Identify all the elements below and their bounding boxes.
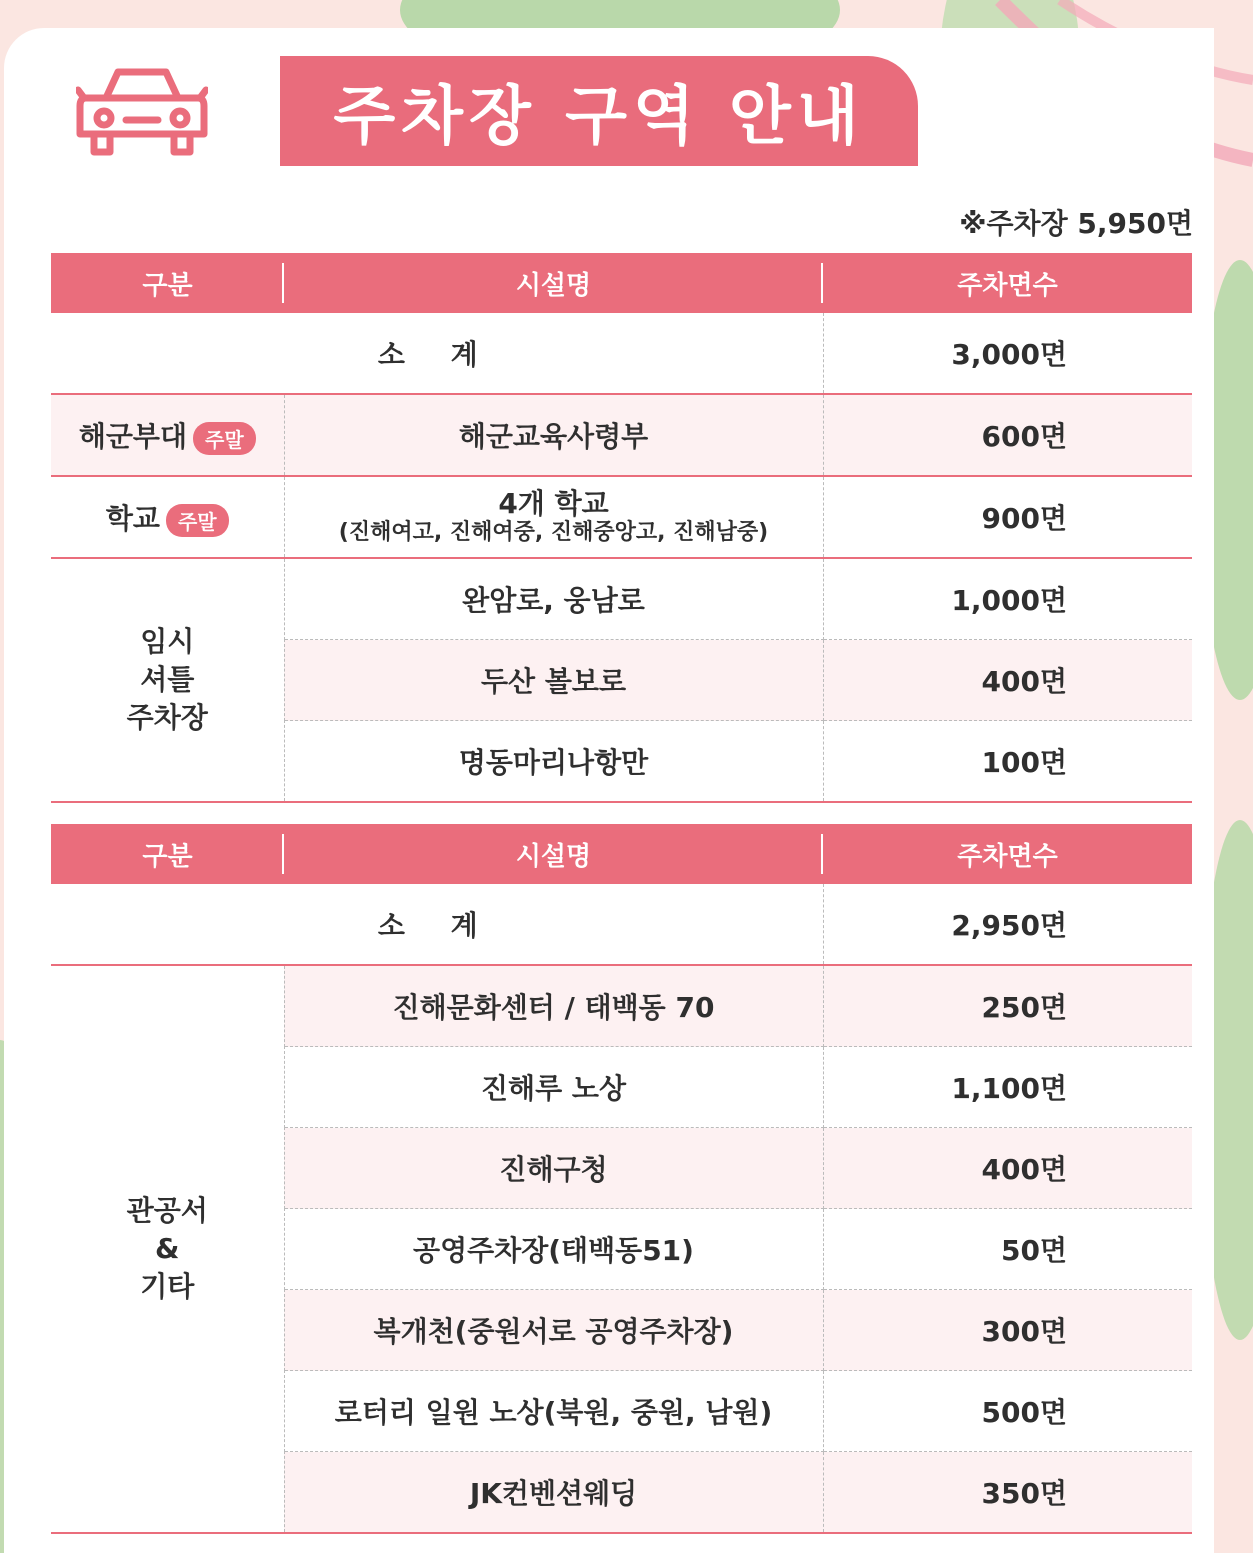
subtotal-label: 소 계	[51, 884, 823, 965]
parking-count: 350면	[823, 1452, 1192, 1534]
header-count: 주차면수	[823, 253, 1192, 313]
category-line: 셔틀	[140, 663, 195, 696]
subtotal-label: 소 계	[51, 313, 823, 394]
subtotal-count: 3,000면	[823, 313, 1192, 394]
total-parking-note: ※주차장 5,950면	[959, 207, 1193, 240]
parking-count: 1,000면	[823, 558, 1192, 640]
facility-cell	[284, 476, 823, 558]
category-line: 주차장	[126, 701, 208, 734]
parking-count: 1,100면	[823, 1047, 1192, 1128]
facility-name: 진해루 노상	[284, 1047, 823, 1128]
subtotal-count: 2,950면	[823, 884, 1192, 965]
facility-name: 공영주차장(태백동51)	[284, 1209, 823, 1290]
parking-count: 300면	[823, 1290, 1192, 1371]
category-line: 기타	[140, 1270, 195, 1303]
parking-count: 400면	[823, 1128, 1192, 1209]
facility-name: 복개천(중원서로 공영주차장)	[284, 1290, 823, 1371]
car-icon	[76, 62, 208, 162]
header-facility: 시설명	[284, 824, 823, 884]
facility-name: 두산 볼보로	[284, 640, 823, 721]
facility-name: JK컨벤션웨딩	[284, 1452, 823, 1534]
facility-name: 4개 학교	[498, 487, 609, 520]
table-row	[51, 394, 1192, 476]
parking-table-1	[51, 253, 1192, 803]
parking-table-2	[51, 824, 1192, 1534]
table-header	[51, 824, 1192, 884]
title-banner	[280, 56, 918, 166]
facility-name: 진해구청	[284, 1128, 823, 1209]
category-cell	[51, 394, 284, 476]
category-line: &	[155, 1232, 180, 1265]
weekend-badge: 주말	[193, 422, 256, 455]
subtotal-row	[51, 884, 1192, 965]
category-label: 해군부대	[78, 420, 188, 453]
category-line: 관공서	[126, 1194, 208, 1227]
parking-count: 900면	[823, 476, 1192, 558]
parking-count: 50면	[823, 1209, 1192, 1290]
facility-name: 로터리 일원 노상(북원, 중원, 남원)	[284, 1371, 823, 1452]
table-row	[51, 476, 1192, 558]
facility-name: 명동마리나항만	[284, 721, 823, 803]
header-category: 구분	[51, 253, 284, 313]
header-category: 구분	[51, 824, 284, 884]
facility-name: 진해문화센터 / 태백동 70	[284, 965, 823, 1047]
subtotal-row	[51, 313, 1192, 394]
category-cell	[51, 476, 284, 558]
facility-name: 완암로, 웅남로	[284, 558, 823, 640]
weekend-badge: 주말	[166, 504, 229, 537]
category-cell	[51, 558, 284, 802]
category-line: 임시	[140, 625, 195, 658]
parking-count: 250면	[823, 965, 1192, 1047]
facility-name: 해군교육사령부	[284, 394, 823, 476]
parking-count: 400면	[823, 640, 1192, 721]
category-cell	[51, 965, 284, 1533]
header-count: 주차면수	[823, 824, 1192, 884]
facility-subtext: (진해여고, 진해여중, 진해중앙고, 진해남중)	[338, 520, 769, 545]
parking-count: 600면	[823, 394, 1192, 476]
table-header	[51, 253, 1192, 313]
page-title: 주차장 구역 안내	[333, 80, 865, 154]
parking-count: 500면	[823, 1371, 1192, 1452]
category-label: 학교	[105, 502, 160, 535]
parking-count: 100면	[823, 721, 1192, 803]
table-row	[51, 965, 1192, 1047]
table-row	[51, 558, 1192, 640]
header-facility: 시설명	[284, 253, 823, 313]
